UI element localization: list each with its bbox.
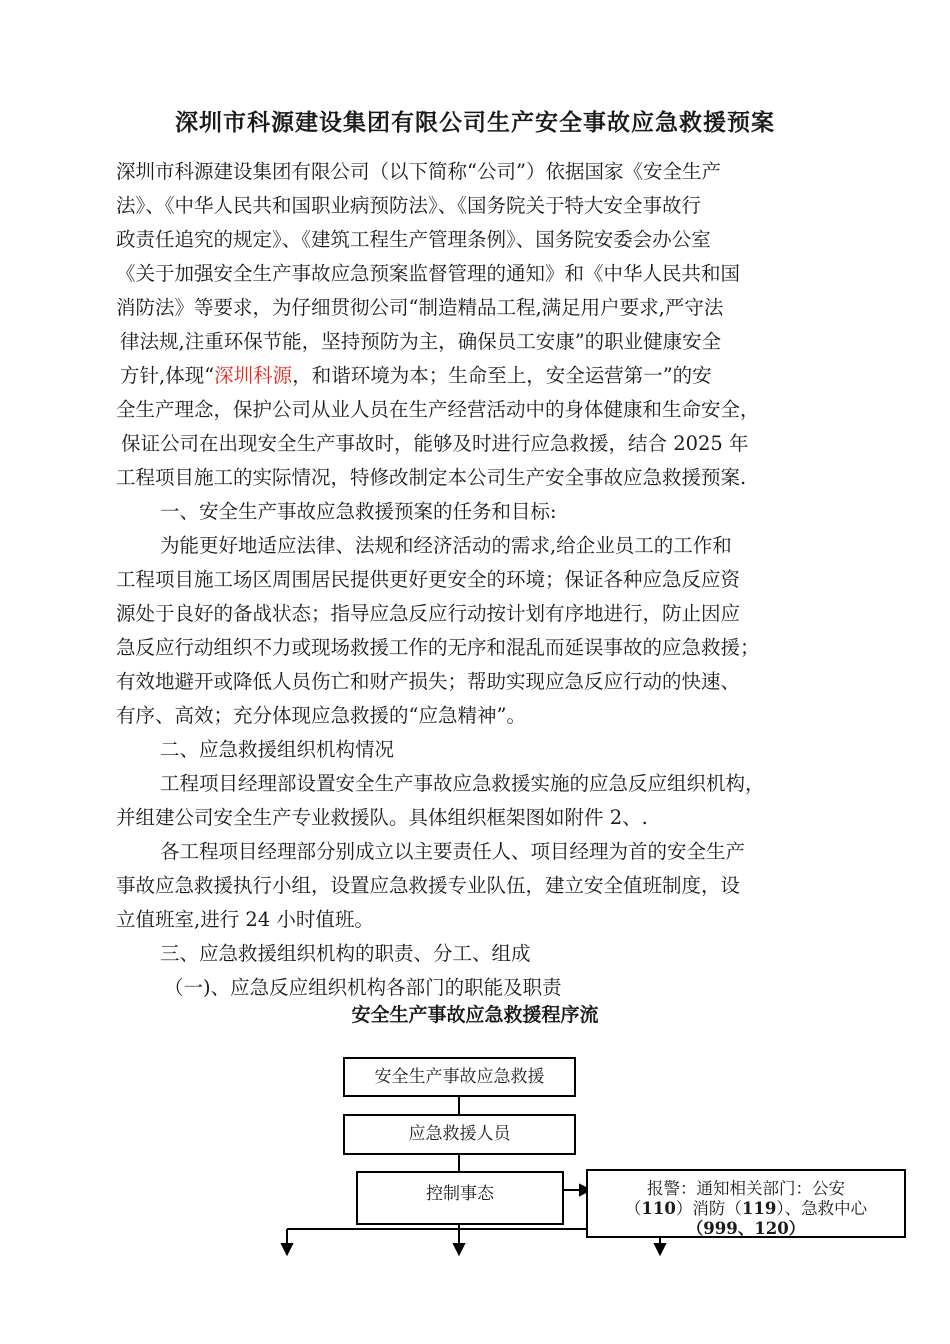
alarm-line-2 xyxy=(588,1199,904,1219)
paragraph-line: 急反应行动组织不力或现场救援工作的无序和混乱而延误事故的应急救援； xyxy=(116,636,760,659)
document-title: 深圳市科源建设集团有限公司生产安全事故应急救援预案 xyxy=(175,109,775,136)
subsection-heading: （一)、应急反应组织机构各部门的职能及职责 xyxy=(164,976,562,999)
flowchart-title: 安全生产事故应急救援程序流 xyxy=(351,1004,599,1026)
paragraph-line: 法》、《中华人民共和国职业病预防法》、《国务院关于特大安全事故行 xyxy=(116,194,702,217)
arrow-head-down xyxy=(655,1244,665,1254)
flow-box-control-situation: 控制事态 xyxy=(356,1171,564,1225)
paragraph-line: 深圳市科源建设集团有限公司（以下简称“公司”）依据国家《安全生产 xyxy=(116,160,721,183)
paragraph-line: 工程项目施工场区周围居民提供更好更安全的环境；保证各种应急反应资 xyxy=(116,568,741,591)
section-heading-3: 三、应急救援组织机构的职责、分工、组成 xyxy=(160,942,531,965)
paragraph-line: 消防法》等要求，为仔细贯彻公司“制造精品工程,满足用户要求,严守法 xyxy=(116,296,724,319)
paragraph-line: 工程项目经理部设置安全生产事故应急救援实施的应急反应组织机构， xyxy=(160,772,765,795)
alarm-text: （ xyxy=(624,1199,642,1218)
alarm-text: ）、急救中心 xyxy=(776,1199,868,1218)
fire-number: 119 xyxy=(741,1199,777,1218)
paragraph-line: 各工程项目经理部分别成立以主要责任人、项目经理为首的安全生产 xyxy=(160,840,746,863)
alarm-text: ）消防（ xyxy=(675,1199,742,1218)
paragraph-line: 源处于良好的备战状态；指导应急反应行动按计划有序地进行，防止因应 xyxy=(116,602,741,625)
paragraph-line: 有效地避开或降低人员伤亡和财产损失；帮助实现应急反应行动的快速、 xyxy=(116,670,741,693)
paragraph-line: 并组建公司安全生产专业救援队。具体组织框架图如附件 2、. xyxy=(116,806,648,829)
paragraph-line: 有序、高效；充分体现应急救援的“应急精神”。 xyxy=(116,704,526,727)
section-heading-1: 一、安全生产事故应急救援预案的任务和目标: xyxy=(160,500,557,523)
company-short-name: 深圳科源 xyxy=(214,364,293,387)
policy-text-post: ，和谐环境为本；生命至上，安全运营第一”的安 xyxy=(292,364,712,387)
paragraph-line: 《关于加强安全生产事故应急预案监督管理的通知》和《中华人民共和国 xyxy=(116,262,741,285)
section-heading-2: 二、应急救援组织机构情况 xyxy=(160,738,395,761)
paragraph-line: 为能更好地适应法律、法规和经济活动的需求,给企业员工的工作和 xyxy=(160,534,732,557)
arrow-head-down xyxy=(282,1244,292,1254)
paragraph-line: 工程项目施工的实际情况，特修改制定本公司生产安全事故应急救援预案. xyxy=(116,466,747,489)
paragraph-line: 事故应急救援执行小组，设置应急救援专业队伍，建立安全值班制度，设 xyxy=(116,874,741,897)
arrow-head-down xyxy=(454,1244,464,1254)
flow-box-alarm xyxy=(586,1169,906,1238)
paragraph-line: 律法规,注重环保节能，坚持预防为主，确保员工安康”的职业健康安全 xyxy=(120,330,722,353)
paragraph-line: 全生产理念，保护公司从业人员在生产经营活动中的身体健康和生命安全， xyxy=(116,398,760,421)
paragraph-line: 政责任追究的规定》、《建筑工程生产管理条例》、国务院安委会办公室 xyxy=(116,228,711,251)
policy-text-pre: 方针,体现“ xyxy=(120,364,215,387)
alarm-line-3: （999、120） xyxy=(686,1219,806,1238)
police-number: 110 xyxy=(641,1199,676,1218)
flow-box-emergency-rescue: 安全生产事故应急救援 xyxy=(343,1057,576,1097)
paragraph-line: 立值班室,进行 24 小时值班。 xyxy=(116,908,374,931)
flow-box-rescue-personnel: 应急救援人员 xyxy=(343,1114,576,1155)
paragraph-line: 保证公司在出现安全生产事故时，能够及时进行应急救援，结合 2025 年 xyxy=(121,432,749,455)
alarm-line-1: 报警：通知相关部门：公安 xyxy=(647,1179,845,1198)
